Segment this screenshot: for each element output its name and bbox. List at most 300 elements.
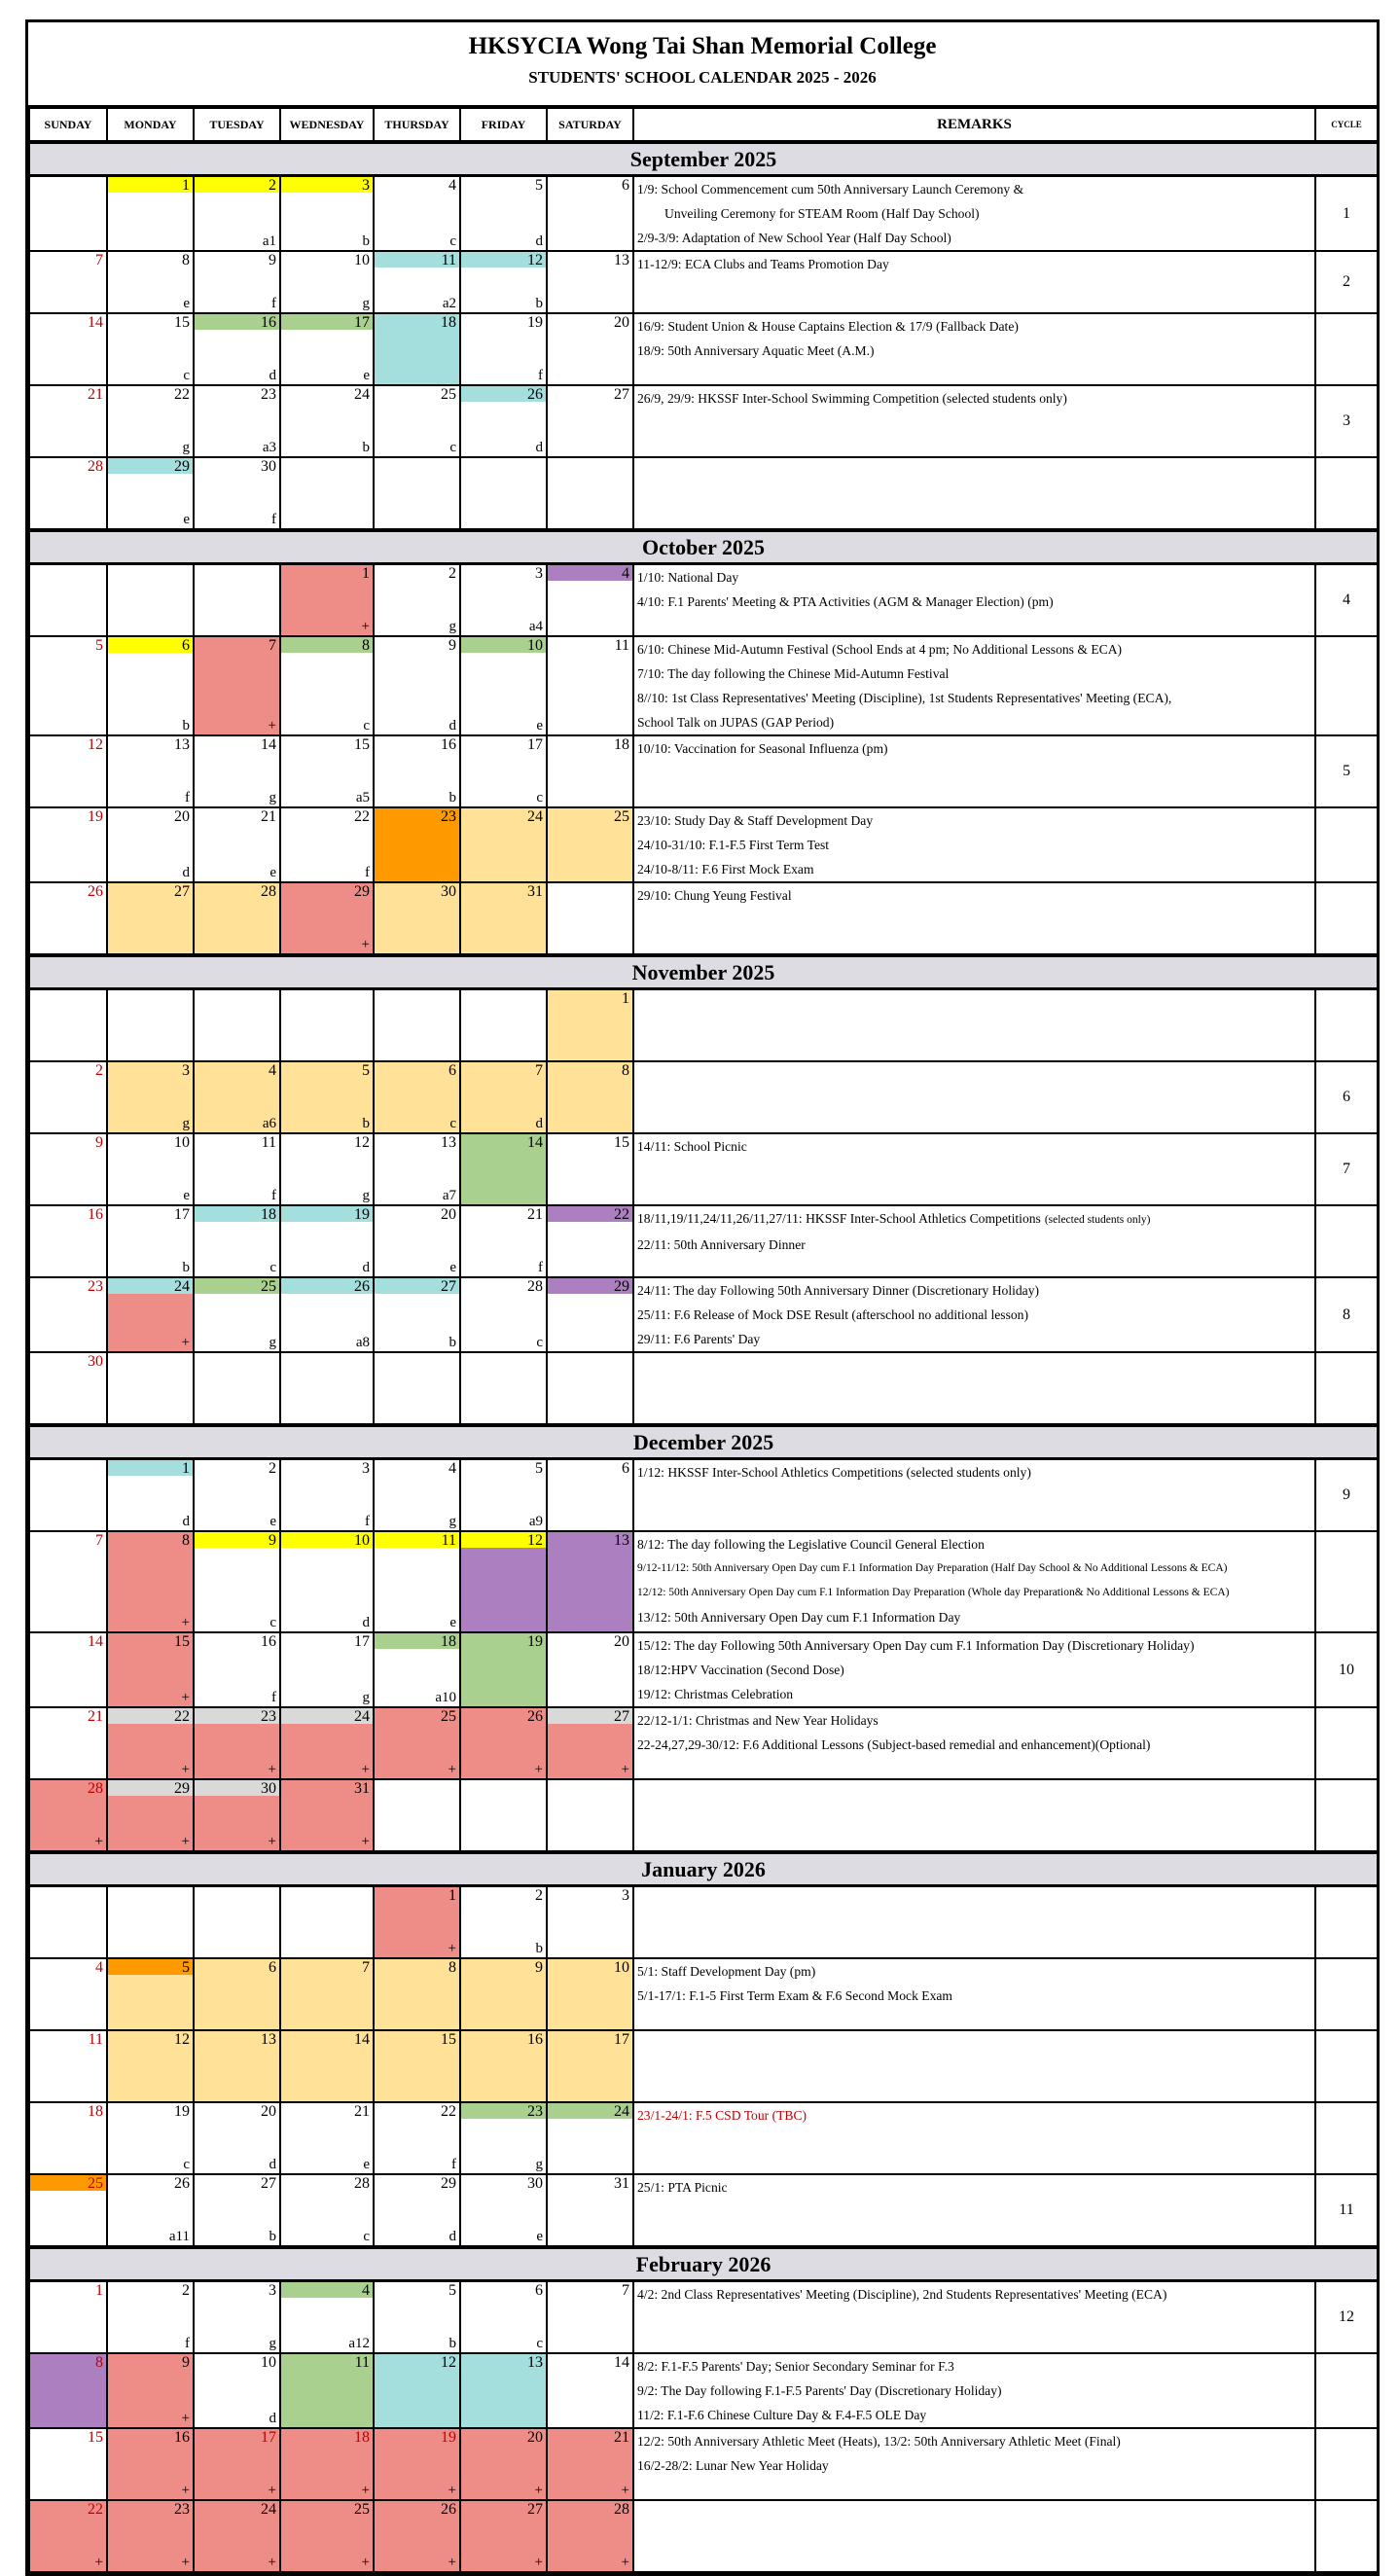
week-row bbox=[29, 2500, 1378, 2572]
month-header-row bbox=[29, 2247, 1378, 2281]
day-code: c bbox=[183, 368, 190, 383]
day-number: 1 bbox=[448, 1887, 456, 1904]
column-header-row bbox=[29, 108, 1378, 142]
day-band-highlight bbox=[195, 1532, 279, 1548]
remark-text: 24/11: The day Following 50th Anniversary Dinner (Discretionary Holiday) bbox=[637, 1283, 1040, 1298]
day-code: c bbox=[269, 1260, 276, 1275]
cycle-cell bbox=[1315, 2428, 1378, 2500]
day-cell bbox=[107, 1133, 194, 1205]
day-number: 25 bbox=[614, 808, 629, 825]
day-cell bbox=[29, 1459, 107, 1532]
day-number: 12 bbox=[527, 1532, 543, 1549]
day-number: 27 bbox=[261, 2175, 276, 2192]
day-number: 29 bbox=[174, 458, 190, 475]
day-code: + bbox=[181, 1690, 190, 1705]
remarks-cell bbox=[633, 1886, 1315, 1959]
remark-line bbox=[637, 1581, 1311, 1605]
day-code: + bbox=[181, 2483, 190, 2498]
day-number: 24 bbox=[354, 386, 370, 403]
day-fill-highlight bbox=[281, 1062, 373, 1132]
col-header-friday: FRIDAY bbox=[460, 108, 547, 142]
day-cell bbox=[280, 2281, 374, 2354]
day-number: 18 bbox=[354, 2429, 370, 2446]
day-cell bbox=[374, 1958, 460, 2030]
day-number: 27 bbox=[441, 1278, 456, 1295]
day-cell bbox=[547, 2428, 633, 2500]
day-cell bbox=[460, 2428, 547, 2500]
remarks-cell bbox=[633, 385, 1315, 457]
day-number: 26 bbox=[354, 1278, 370, 1295]
day-number: 26 bbox=[174, 2175, 190, 2192]
day-number: 9 bbox=[269, 252, 276, 268]
day-number: 29 bbox=[174, 1780, 190, 1797]
month-title: December 2025 bbox=[29, 1425, 1378, 1459]
month-title: February 2026 bbox=[29, 2247, 1378, 2281]
remark-text: 23/1-24/1: F.5 CSD Tour (TBC) bbox=[637, 2108, 807, 2123]
remark-text: 6/10: Chinese Mid-Autumn Festival (School Ends at 4 pm; No Additional Lessons & ECA) bbox=[637, 642, 1123, 657]
day-number: 21 bbox=[527, 1206, 543, 1223]
day-number: 8 bbox=[362, 637, 370, 654]
remark-text: 5/1: Staff Development Day (pm) bbox=[637, 1964, 816, 1979]
week-row bbox=[29, 1133, 1378, 1205]
remark-text: 13/12: 50th Anniversary Open Day cum F.1 Information Day bbox=[637, 1610, 961, 1625]
day-cell bbox=[194, 385, 280, 457]
day-cell bbox=[29, 2030, 107, 2102]
day-cell bbox=[460, 989, 547, 1062]
day-number: 30 bbox=[261, 458, 276, 475]
day-number: 21 bbox=[614, 2429, 629, 2446]
day-number: 6 bbox=[448, 1062, 456, 1079]
day-code: c bbox=[536, 790, 543, 805]
week-row bbox=[29, 2102, 1378, 2174]
day-cell bbox=[547, 1061, 633, 1133]
remark-line bbox=[637, 857, 1311, 881]
day-cell bbox=[194, 989, 280, 1062]
day-number: 22 bbox=[88, 2501, 103, 2518]
cycle-cell: 6 bbox=[1315, 1061, 1378, 1133]
remark-text: 5/1-17/1: F.1-5 First Term Exam & F.6 Second Mock Exam bbox=[637, 1988, 952, 2003]
day-code: b bbox=[182, 718, 190, 733]
day-number: 7 bbox=[269, 637, 276, 654]
day-cell bbox=[374, 1779, 460, 1852]
day-number: 3 bbox=[362, 177, 370, 194]
day-number: 1 bbox=[95, 2282, 103, 2299]
week-row bbox=[29, 1707, 1378, 1779]
day-fill-highlight bbox=[461, 1959, 546, 2029]
day-band-highlight bbox=[108, 177, 193, 193]
cycle-cell: 8 bbox=[1315, 1277, 1378, 1352]
day-code: f bbox=[271, 512, 276, 527]
day-number: 28 bbox=[614, 2501, 629, 2518]
day-cell bbox=[460, 2174, 547, 2247]
day-cell bbox=[547, 636, 633, 735]
day-number: 7 bbox=[95, 252, 103, 268]
remark-text: 9/12-11/12: 50th Anniversary Open Day cum F.1 Information Day Preparation (Half Day School & No Additional Lessons & ECA) bbox=[637, 1562, 1228, 1574]
day-code: e bbox=[449, 1260, 456, 1275]
day-number: 2 bbox=[269, 1460, 276, 1477]
remark-line bbox=[637, 2175, 1311, 2200]
remarks-cell bbox=[633, 176, 1315, 252]
day-code: + bbox=[268, 2483, 276, 2498]
day-code: + bbox=[534, 2483, 543, 2498]
remark-line bbox=[637, 637, 1311, 662]
col-header-tuesday: TUESDAY bbox=[194, 108, 280, 142]
day-code: e bbox=[536, 718, 543, 733]
page-subtitle: STUDENTS' SCHOOL CALENDAR 2025 - 2026 bbox=[528, 68, 877, 87]
day-code: + bbox=[181, 1615, 190, 1630]
day-fill-highlight bbox=[281, 565, 373, 635]
day-cell bbox=[280, 385, 374, 457]
day-cell bbox=[547, 1779, 633, 1852]
remark-line bbox=[637, 808, 1311, 833]
day-number: 5 bbox=[362, 1062, 370, 1079]
cycle-cell: 5 bbox=[1315, 735, 1378, 807]
cycle-cell bbox=[1315, 1531, 1378, 1632]
day-cell bbox=[374, 636, 460, 735]
day-number: 6 bbox=[182, 637, 190, 654]
day-number: 24 bbox=[354, 1708, 370, 1725]
day-cell bbox=[29, 989, 107, 1062]
day-number: 9 bbox=[269, 1532, 276, 1549]
day-code: a6 bbox=[262, 1116, 276, 1131]
day-number: 20 bbox=[174, 808, 190, 825]
day-lower-highlight bbox=[195, 1724, 279, 1778]
day-cell bbox=[107, 807, 194, 882]
day-band-highlight bbox=[548, 565, 632, 581]
week-row bbox=[29, 176, 1378, 252]
calendar-table bbox=[28, 107, 1379, 2573]
day-code: c bbox=[536, 2336, 543, 2351]
day-number: 19 bbox=[354, 1206, 370, 1223]
day-number: 20 bbox=[614, 314, 629, 331]
week-row bbox=[29, 2281, 1378, 2354]
day-code: + bbox=[621, 2483, 629, 2498]
day-number: 29 bbox=[614, 1278, 629, 1295]
day-number: 22 bbox=[614, 1206, 629, 1223]
day-code: d bbox=[362, 1260, 370, 1275]
day-code: g bbox=[182, 1116, 190, 1131]
day-number: 18 bbox=[88, 2103, 103, 2120]
day-number: 11 bbox=[441, 252, 456, 268]
remark-line bbox=[637, 1327, 1311, 1351]
day-code: e bbox=[183, 1188, 190, 1203]
day-code: + bbox=[181, 1762, 190, 1777]
remarks-cell bbox=[633, 1779, 1315, 1852]
day-number: 2 bbox=[95, 1062, 103, 1079]
day-code: d bbox=[182, 865, 190, 880]
cycle-cell: 7 bbox=[1315, 1133, 1378, 1205]
day-cell bbox=[547, 1277, 633, 1352]
remark-text: School Talk on JUPAS (GAP Period) bbox=[637, 715, 835, 730]
day-code: a3 bbox=[262, 440, 276, 455]
day-lower-highlight bbox=[108, 1796, 193, 1850]
day-number: 28 bbox=[261, 883, 276, 900]
day-cell bbox=[460, 1632, 547, 1707]
day-number: 19 bbox=[174, 2103, 190, 2120]
day-band-highlight bbox=[108, 1959, 193, 1975]
col-header-saturday: SATURDAY bbox=[547, 108, 633, 142]
day-cell bbox=[280, 1531, 374, 1632]
day-code: g bbox=[269, 790, 276, 805]
day-number: 11 bbox=[88, 2031, 103, 2048]
day-number: 12 bbox=[354, 1134, 370, 1151]
day-cell bbox=[460, 1133, 547, 1205]
day-cell bbox=[29, 1958, 107, 2030]
remark-line bbox=[637, 565, 1311, 590]
remark-line bbox=[637, 2354, 1311, 2379]
day-code: g bbox=[362, 296, 370, 311]
day-number: 31 bbox=[354, 1780, 370, 1797]
day-number: 28 bbox=[354, 2175, 370, 2192]
day-cell bbox=[280, 2353, 374, 2428]
remark-text: 23/10: Study Day & Staff Development Day bbox=[637, 813, 874, 828]
day-number: 10 bbox=[354, 1532, 370, 1549]
day-number: 13 bbox=[174, 736, 190, 753]
day-fill-highlight bbox=[108, 1532, 193, 1631]
week-row bbox=[29, 1958, 1378, 2030]
day-cell bbox=[107, 313, 194, 385]
remarks-cell bbox=[633, 807, 1315, 882]
day-cell bbox=[280, 564, 374, 637]
remark-line bbox=[637, 2103, 1311, 2128]
remark-text: 1/12: HKSSF Inter-School Athletics Competitions (selected students only) bbox=[637, 1465, 1031, 1480]
remark-text: 1/9: School Commencement cum 50th Anniversary Launch Ceremony & bbox=[637, 182, 1024, 197]
day-cell bbox=[460, 2281, 547, 2354]
remark-text: 26/9, 29/9: HKSSF Inter-School Swimming Competition (selected students only) bbox=[637, 391, 1067, 406]
cycle-cell bbox=[1315, 1205, 1378, 1277]
day-cell bbox=[29, 564, 107, 637]
day-number: 18 bbox=[441, 1633, 456, 1650]
day-number: 4 bbox=[95, 1959, 103, 1976]
day-cell bbox=[460, 1205, 547, 1277]
day-cell bbox=[107, 176, 194, 252]
day-cell bbox=[460, 457, 547, 530]
remark-line bbox=[637, 1633, 1311, 1658]
day-fill-highlight bbox=[461, 1062, 546, 1132]
day-cell bbox=[460, 1459, 547, 1532]
day-code: + bbox=[448, 1941, 456, 1956]
day-number: 11 bbox=[354, 2354, 370, 2371]
remark-line bbox=[637, 2453, 1311, 2478]
day-number: 5 bbox=[182, 1959, 190, 1976]
day-code: e bbox=[536, 2229, 543, 2244]
calendar-body bbox=[29, 142, 1378, 2572]
day-number: 4 bbox=[622, 565, 629, 582]
day-cell bbox=[374, 1061, 460, 1133]
day-lower-highlight bbox=[108, 1975, 193, 2029]
remark-text: Unveiling Ceremony for STEAM Room (Half Day School) bbox=[664, 206, 980, 221]
day-cell bbox=[547, 457, 633, 530]
day-number: 13 bbox=[614, 1532, 629, 1549]
day-number: 6 bbox=[269, 1959, 276, 1976]
day-number: 4 bbox=[448, 177, 456, 194]
remark-text: 22/11: 50th Anniversary Dinner bbox=[637, 1237, 806, 1252]
day-cell bbox=[547, 564, 633, 637]
day-code: a8 bbox=[355, 1335, 370, 1350]
day-cell bbox=[374, 313, 460, 385]
day-cell bbox=[29, 1277, 107, 1352]
day-number: 15 bbox=[354, 736, 370, 753]
day-code: g bbox=[535, 2157, 543, 2172]
day-number: 13 bbox=[614, 252, 629, 268]
day-fill-highlight bbox=[375, 1959, 459, 2029]
day-number: 24 bbox=[527, 808, 543, 825]
day-cell bbox=[460, 1779, 547, 1852]
day-lower-highlight bbox=[461, 1548, 546, 1631]
remarks-cell bbox=[633, 1133, 1315, 1205]
remarks-cell bbox=[633, 1531, 1315, 1632]
col-header-sunday: SUNDAY bbox=[29, 108, 107, 142]
day-code: + bbox=[448, 1762, 456, 1777]
day-number: 18 bbox=[441, 314, 456, 331]
day-number: 30 bbox=[527, 2175, 543, 2192]
remarks-cell bbox=[633, 313, 1315, 385]
week-row bbox=[29, 1277, 1378, 1352]
day-code: e bbox=[269, 865, 276, 880]
day-fill-highlight bbox=[375, 1062, 459, 1132]
day-number: 2 bbox=[535, 1887, 543, 1904]
day-cell bbox=[460, 2030, 547, 2102]
day-number: 15 bbox=[174, 1633, 190, 1650]
day-number: 20 bbox=[527, 2429, 543, 2446]
day-cell bbox=[107, 2353, 194, 2428]
day-cell bbox=[547, 313, 633, 385]
day-cell bbox=[29, 1632, 107, 1707]
remarks-cell bbox=[633, 1958, 1315, 2030]
day-band-highlight bbox=[108, 1460, 193, 1476]
day-number: 25 bbox=[441, 1708, 456, 1725]
day-number: 27 bbox=[174, 883, 190, 900]
day-code: + bbox=[361, 2555, 370, 2570]
day-cell bbox=[29, 1779, 107, 1852]
day-number: 10 bbox=[614, 1959, 629, 1976]
day-cell bbox=[280, 1632, 374, 1707]
remarks-cell bbox=[633, 2174, 1315, 2247]
day-cell bbox=[29, 882, 107, 955]
day-cell bbox=[194, 313, 280, 385]
week-row bbox=[29, 1352, 1378, 1425]
day-cell bbox=[547, 2030, 633, 2102]
day-code: e bbox=[183, 512, 190, 527]
day-code: f bbox=[538, 368, 543, 383]
day-cell bbox=[194, 2428, 280, 2500]
day-cell bbox=[107, 2428, 194, 2500]
day-cell bbox=[374, 385, 460, 457]
remark-line bbox=[637, 1658, 1311, 1682]
day-code: f bbox=[271, 1188, 276, 1203]
remark-line bbox=[637, 883, 1311, 908]
day-number: 21 bbox=[354, 2103, 370, 2120]
day-number: 23 bbox=[174, 2501, 190, 2518]
day-code: d bbox=[269, 2411, 276, 2426]
remark-text: 24/10-31/10: F.1-F.5 First Term Test bbox=[637, 838, 830, 852]
page-title: HKSYCIA Wong Tai Shan Memorial College bbox=[468, 33, 937, 59]
cycle-cell bbox=[1315, 1707, 1378, 1779]
day-band-highlight bbox=[281, 177, 373, 193]
remarks-cell bbox=[633, 735, 1315, 807]
day-cell bbox=[194, 1205, 280, 1277]
day-band-highlight bbox=[195, 177, 279, 193]
day-cell bbox=[280, 1958, 374, 2030]
remark-line bbox=[637, 2282, 1311, 2307]
month-header-row bbox=[29, 530, 1378, 564]
day-lower-highlight bbox=[108, 1724, 193, 1778]
day-cell bbox=[280, 2174, 374, 2247]
day-number: 4 bbox=[269, 1062, 276, 1079]
remark-line bbox=[637, 386, 1311, 411]
day-cell bbox=[547, 2174, 633, 2247]
week-row bbox=[29, 807, 1378, 882]
day-number: 1 bbox=[622, 990, 629, 1007]
day-cell bbox=[107, 564, 194, 637]
day-number: 6 bbox=[622, 1460, 629, 1477]
cycle-cell bbox=[1315, 1958, 1378, 2030]
day-number: 12 bbox=[441, 2354, 456, 2371]
day-cell bbox=[460, 313, 547, 385]
day-number: 1 bbox=[362, 565, 370, 582]
day-number: 5 bbox=[535, 177, 543, 194]
day-cell bbox=[280, 735, 374, 807]
cycle-cell bbox=[1315, 2030, 1378, 2102]
remarks-cell bbox=[633, 636, 1315, 735]
day-number: 1 bbox=[182, 177, 190, 194]
day-cell bbox=[107, 1205, 194, 1277]
day-number: 28 bbox=[88, 1780, 103, 1797]
day-number: 9 bbox=[95, 1134, 103, 1151]
day-code: c bbox=[269, 1615, 276, 1630]
day-code: a1 bbox=[262, 233, 276, 249]
day-cell bbox=[194, 1061, 280, 1133]
remark-line bbox=[637, 662, 1311, 686]
day-code: + bbox=[361, 1762, 370, 1777]
day-code: e bbox=[363, 368, 370, 383]
remarks-cell bbox=[633, 1061, 1315, 1133]
day-number: 17 bbox=[614, 2031, 629, 2048]
day-number: 30 bbox=[88, 1353, 103, 1370]
remark-text: 8/2: F.1-F.5 Parents' Day; Senior Secondary Seminar for F.3 bbox=[637, 2359, 954, 2374]
remark-line bbox=[637, 1278, 1311, 1303]
day-code: a11 bbox=[168, 2229, 190, 2244]
day-cell bbox=[547, 735, 633, 807]
cycle-cell: 2 bbox=[1315, 251, 1378, 313]
remark-text: 4/2: 2nd Class Representatives' Meeting (Discipline), 2nd Students Representatives' Meeting (ECA) bbox=[637, 2287, 1167, 2302]
day-cell bbox=[194, 176, 280, 252]
day-number: 12 bbox=[88, 736, 103, 753]
day-code: g bbox=[362, 1690, 370, 1705]
day-number: 28 bbox=[527, 1278, 543, 1295]
day-number: 15 bbox=[174, 314, 190, 331]
week-row bbox=[29, 2353, 1378, 2428]
day-code: b bbox=[535, 296, 543, 311]
day-code: f bbox=[365, 1514, 370, 1529]
cycle-cell: 11 bbox=[1315, 2174, 1378, 2247]
day-number: 29 bbox=[441, 2175, 456, 2192]
day-cell bbox=[194, 1352, 280, 1425]
day-cell bbox=[374, 564, 460, 637]
day-fill-highlight bbox=[375, 1887, 459, 1957]
day-cell bbox=[547, 251, 633, 313]
day-cell bbox=[194, 2030, 280, 2102]
day-code: b bbox=[362, 1116, 370, 1131]
day-cell bbox=[374, 807, 460, 882]
day-code: b bbox=[269, 2229, 276, 2244]
day-cell bbox=[280, 313, 374, 385]
cycle-cell bbox=[1315, 1352, 1378, 1425]
col-header-wednesday: WEDNESDAY bbox=[280, 108, 374, 142]
day-cell bbox=[280, 1061, 374, 1133]
day-number: 22 bbox=[174, 1708, 190, 1725]
day-code: + bbox=[534, 2555, 543, 2570]
